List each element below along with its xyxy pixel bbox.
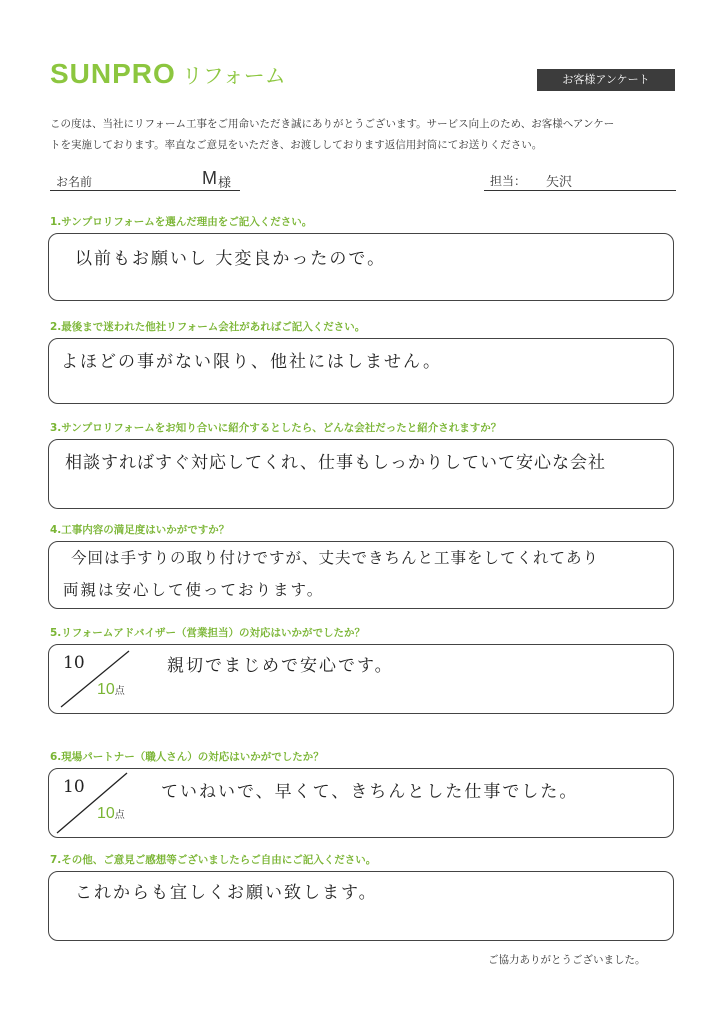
staff-field[interactable] xyxy=(484,168,676,191)
answer-box-5[interactable] xyxy=(48,644,674,714)
answer-4-line: 今回は手すりの取り付けですが、丈夫できちんと工事をしてくれてあり xyxy=(71,549,600,567)
answer-4-line: 両親は安心して使っております。 xyxy=(63,581,325,599)
closing-message: ご協力ありがとうございました。 xyxy=(488,954,646,966)
intro-text xyxy=(50,114,680,156)
intro-line: トを実施しております。率直なご意見をいただき、お渡ししております返信用封筒にてお送りください。 xyxy=(50,139,543,151)
question-7-label: 7.その他、ご意見ご感想等ございましたらご自由にご記入ください。 xyxy=(50,854,377,866)
customer-name-suffix: 様 xyxy=(218,176,232,191)
rating-max-value: 10 xyxy=(97,805,115,822)
answer-box-3[interactable] xyxy=(48,439,674,509)
answer-box-4[interactable] xyxy=(48,541,674,609)
question-1-label: 1.サンプロリフォームを選んだ理由をご記入ください。 xyxy=(50,216,313,228)
survey-tag: お客様アンケート xyxy=(537,69,675,91)
customer-name-label: お名前 xyxy=(56,175,93,189)
rating-max xyxy=(97,805,125,823)
customer-name-field[interactable] xyxy=(50,168,240,191)
question-5-label: 5.リフォームアドバイザー（営業担当）の対応はいかがでしたか？ xyxy=(50,627,366,639)
rating-given: 10 xyxy=(63,777,85,797)
logo-brand: SUNPRO xyxy=(50,58,176,89)
answer-5-line: 親切でまじめで安心です。 xyxy=(167,656,394,676)
answer-1-line: 以前もお願いし 大変良かったので。 xyxy=(75,249,387,269)
answer-box-1[interactable] xyxy=(48,233,674,301)
brand-logo xyxy=(50,58,286,90)
question-2-label: 2.最後まで迷われた他社リフォーム会社があればご記入ください。 xyxy=(50,321,366,333)
rating-6 xyxy=(49,769,159,839)
rating-given: 10 xyxy=(63,653,85,673)
answer-7-line: これからも宜しくお願い致します。 xyxy=(75,883,378,903)
rating-max-value: 10 xyxy=(97,681,115,698)
answer-box-2[interactable] xyxy=(48,338,674,404)
intro-line: この度は、当社にリフォーム工事をご用命いただき誠にありがとうございます。サービス向上のため、お客様へアンケー xyxy=(50,118,615,130)
answer-6-line: ていねいで、早くて、きちんとした仕事でした。 xyxy=(161,782,579,802)
rating-unit: 点 xyxy=(114,810,125,821)
staff-value: 矢沢 xyxy=(546,175,573,190)
rating-unit: 点 xyxy=(114,686,125,697)
question-4-label: 4.工事内容の満足度はいかがですか？ xyxy=(50,524,230,536)
rating-5 xyxy=(49,645,159,715)
staff-label: 担当： xyxy=(490,174,527,188)
answer-box-6[interactable] xyxy=(48,768,674,838)
rating-max xyxy=(97,681,125,699)
question-3-label: 3.サンプロリフォームをお知り合いに紹介するとしたら、どんな会社だったと紹介されますか？ xyxy=(50,422,502,434)
answer-3-line: 相談すればすぐ対応してくれ、仕事もしっかりしていて安心な会社 xyxy=(65,453,607,473)
question-6-label: 6.現場パートナー（職人さん）の対応はいかがでしたか？ xyxy=(50,751,324,763)
answer-box-7[interactable] xyxy=(48,871,674,941)
logo-sub: リフォーム xyxy=(181,65,286,88)
answer-2-line: よほどの事がない限り、他社にはしません。 xyxy=(61,352,443,372)
customer-name-value: M xyxy=(202,168,217,188)
